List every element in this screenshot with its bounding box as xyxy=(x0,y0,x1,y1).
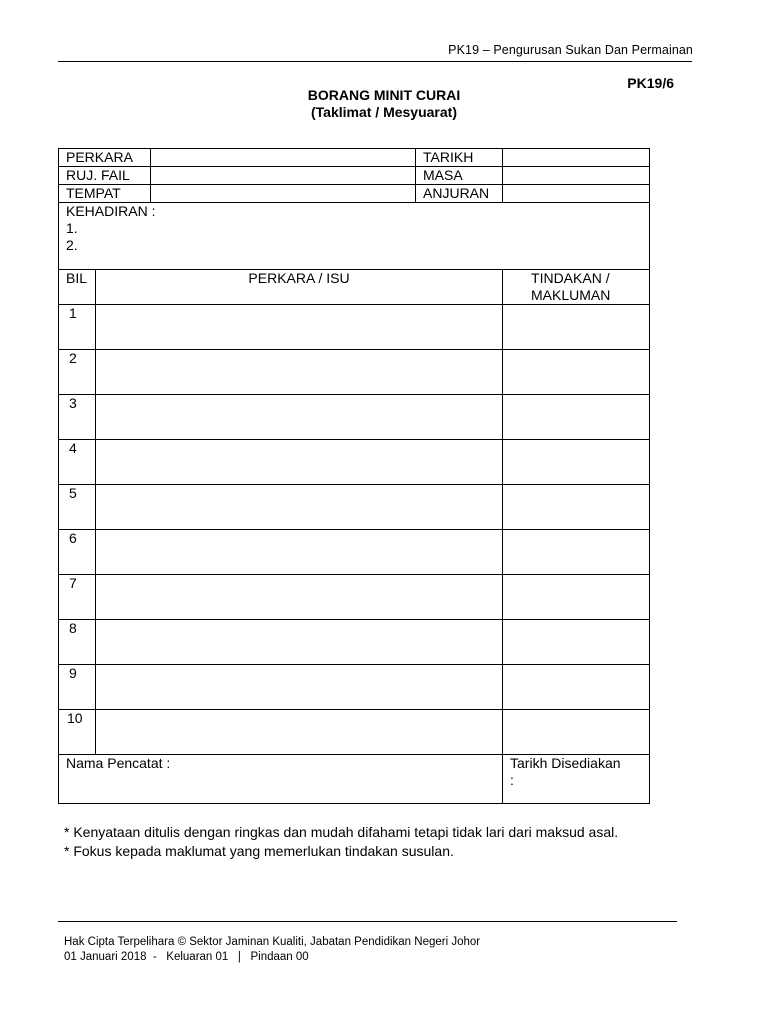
row-number: 5 xyxy=(59,485,96,530)
perkara-isu-cell[interactable] xyxy=(96,440,503,485)
perkara-isu-cell[interactable] xyxy=(96,620,503,665)
tarikh-disediakan-field[interactable] xyxy=(503,755,650,804)
perkara-isu-header: PERKARA / ISU xyxy=(96,270,503,305)
form-notes xyxy=(64,823,618,861)
attendance-field[interactable] xyxy=(59,203,650,270)
attendance-row xyxy=(59,203,650,270)
tindakan-cell[interactable] xyxy=(503,575,650,620)
anjuran-field[interactable] xyxy=(503,185,650,203)
row-number: 2 xyxy=(59,350,96,395)
tindakan-cell[interactable] xyxy=(503,440,650,485)
table-row xyxy=(59,440,650,485)
anjuran-label: ANJURAN xyxy=(416,185,503,203)
perkara-isu-cell[interactable] xyxy=(96,665,503,710)
meta-row-ruj-fail xyxy=(59,167,650,185)
page-footer xyxy=(64,935,480,965)
meta-row-tempat xyxy=(59,185,650,203)
tarikh-field[interactable] xyxy=(503,149,650,167)
perkara-isu-cell[interactable] xyxy=(96,350,503,395)
row-number: 7 xyxy=(59,575,96,620)
tindakan-cell[interactable] xyxy=(503,485,650,530)
table-row xyxy=(59,395,650,440)
tarikh-disediakan-label: Tarikh Disediakan xyxy=(510,755,621,771)
table-row xyxy=(59,665,650,710)
tindakan-cell[interactable] xyxy=(503,620,650,665)
tempat-field[interactable] xyxy=(151,185,416,203)
form-code: PK19/6 xyxy=(627,75,674,91)
copyright-text: Hak Cipta Terpelihara © Sektor Jaminan Kualiti, Jabatan Pendidikan Negeri Johor xyxy=(64,936,481,948)
revision-text: 01 Januari 2018 - Keluaran 01 | Pindaan 00 xyxy=(64,951,309,963)
tindakan-cell[interactable] xyxy=(503,350,650,395)
perkara-isu-cell[interactable] xyxy=(96,530,503,575)
row-number: 10 xyxy=(59,710,96,755)
items-header-row xyxy=(59,270,650,305)
table-row xyxy=(59,485,650,530)
table-row xyxy=(59,305,650,350)
perkara-isu-cell[interactable] xyxy=(96,485,503,530)
row-number: 6 xyxy=(59,530,96,575)
row-number: 8 xyxy=(59,620,96,665)
header-divider xyxy=(58,61,692,62)
table-row xyxy=(59,350,650,395)
attendance-item-2: 2. xyxy=(66,237,78,253)
perkara-isu-cell[interactable] xyxy=(96,305,503,350)
table-row xyxy=(59,575,650,620)
form-subtitle: (Taklimat / Mesyuarat) xyxy=(310,104,457,120)
tarikh-disediakan-colon: : xyxy=(510,772,514,788)
tempat-label: TEMPAT xyxy=(59,185,151,203)
note-1: * Kenyataan ditulis dengan ringkas dan mudah difahami tetapi tidak lari dari maksud asal. xyxy=(64,824,619,840)
perkara-field[interactable] xyxy=(151,149,416,167)
ruj-fail-label: RUJ. FAIL xyxy=(59,167,151,185)
tindakan-header-line1: TINDAKAN / xyxy=(531,270,610,286)
nama-pencatat-field[interactable] xyxy=(59,755,503,804)
tindakan-header-line2: MAKLUMAN xyxy=(531,287,611,303)
meta-row-perkara xyxy=(59,149,650,167)
tindakan-cell[interactable] xyxy=(503,665,650,710)
perkara-label: PERKARA xyxy=(59,149,151,167)
signature-row xyxy=(59,755,650,804)
table-row xyxy=(59,530,650,575)
form-title: BORANG MINIT CURAI xyxy=(307,87,461,103)
tindakan-cell[interactable] xyxy=(503,530,650,575)
perkara-isu-cell[interactable] xyxy=(96,395,503,440)
nama-pencatat-label: Nama Pencatat : xyxy=(66,755,171,771)
tindakan-cell[interactable] xyxy=(503,710,650,755)
footer-divider xyxy=(58,921,677,922)
ruj-fail-field[interactable] xyxy=(151,167,416,185)
perkara-isu-cell[interactable] xyxy=(96,575,503,620)
tindakan-cell[interactable] xyxy=(503,395,650,440)
row-number: 9 xyxy=(59,665,96,710)
masa-label: MASA xyxy=(416,167,503,185)
tindakan-header xyxy=(503,270,650,305)
row-number: 3 xyxy=(59,395,96,440)
perkara-isu-cell[interactable] xyxy=(96,710,503,755)
masa-field[interactable] xyxy=(503,167,650,185)
table-row xyxy=(59,710,650,755)
row-number: 1 xyxy=(59,305,96,350)
tarikh-label: TARIKH xyxy=(416,149,503,167)
document-reference: PK19 – Pengurusan Sukan Dan Permainan xyxy=(448,43,693,57)
note-2: * Fokus kepada maklumat yang memerlukan tindakan susulan. xyxy=(64,843,454,859)
tindakan-cell[interactable] xyxy=(503,305,650,350)
attendance-item-1: 1. xyxy=(66,220,78,236)
bil-header: BIL xyxy=(59,270,96,305)
row-number: 4 xyxy=(59,440,96,485)
attendance-label: KEHADIRAN : xyxy=(66,203,156,219)
table-row xyxy=(59,620,650,665)
minutes-form-table xyxy=(58,148,650,804)
